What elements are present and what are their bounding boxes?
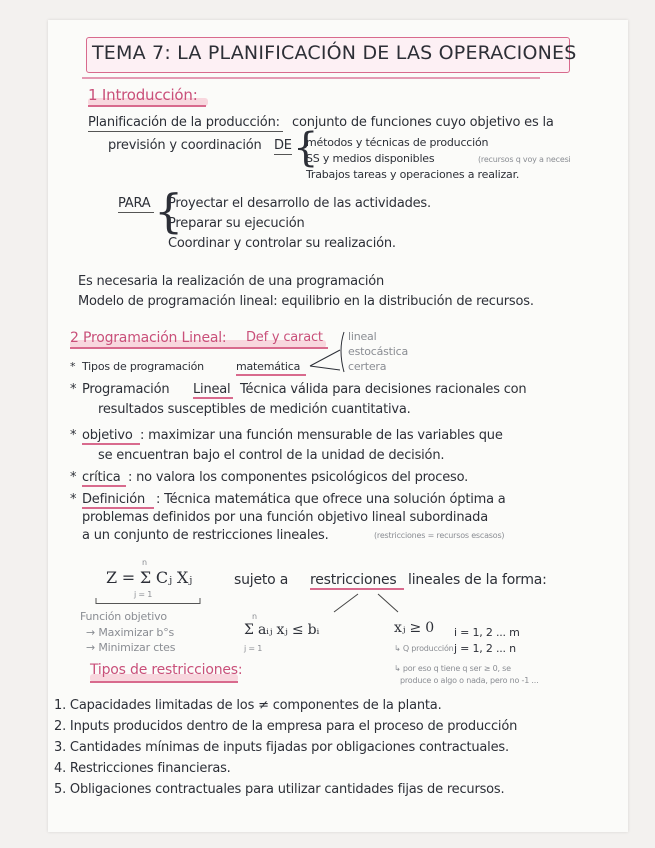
b4-term: Definición [82, 492, 146, 507]
z-brace-ticks [96, 598, 200, 604]
b1-text: Técnica válida para decisiones racionales con [240, 382, 527, 397]
b1-cont: resultados susceptibles de medición cuantitativa. [98, 402, 411, 417]
paragraph: Es necesaria la realización de una programación [78, 274, 385, 289]
fo-maximize: → Maximizar b°s [86, 626, 175, 639]
fo-minimize: → Minimizar ctes [86, 641, 176, 654]
b1-word: Lineal [193, 382, 231, 397]
type-lineal: lineal [348, 330, 377, 343]
types-arrow [310, 350, 340, 370]
subject-rest: lineales de la forma: [408, 572, 547, 588]
restriction-item: 2. Inputs producidos dentro de la empresa para el proceso de producción [54, 719, 518, 734]
page-title: TEMA 7: LA PLANIFICACIÓN DE LAS OPERACIONES [92, 42, 577, 64]
restriction-item: 4. Restricciones financieras. [54, 761, 231, 776]
b4-cont2: a un conjunto de restricciones lineales. [82, 528, 329, 543]
para-label: PARA [118, 196, 151, 211]
z-formula: Z = Σ Cⱼ Xⱼ [106, 568, 193, 587]
restriction-arrow-left [334, 594, 358, 612]
brace: { [293, 125, 319, 171]
j-range: j = 1, 2 ... n [454, 642, 516, 655]
def-cont: previsión y coordinación [108, 138, 262, 153]
brace: { [154, 184, 184, 238]
b1-term: Programación [82, 382, 170, 397]
de-label: DE [274, 138, 292, 153]
de-note: (recursos q voy a necesi [478, 155, 571, 164]
b4-cont1: problemas definidos por una función objetivo lineal subordinada [82, 510, 488, 525]
def-text: conjunto de funciones cuyo objetivo es la [292, 115, 554, 130]
b4-text: : Técnica matemática que ofrece una solución óptima a [156, 492, 506, 507]
b4-note: (restricciones = recursos escasos) [374, 531, 505, 540]
def-term: Planificación de la producción: [88, 115, 280, 130]
fo-label: Función objetivo [80, 610, 167, 623]
restriction-arrow-right [378, 594, 398, 612]
de-item: SS y medios disponibles [306, 152, 435, 165]
subject-to: sujeto a [234, 572, 289, 588]
section-1-heading: 1 Introducción: [88, 86, 198, 104]
types-label: Tipos de programación [82, 360, 204, 373]
bullet-star: * [70, 428, 77, 443]
c-j: j = 1 [244, 644, 263, 653]
c-n: n [252, 612, 257, 621]
note-production: ↳ Q producción [394, 644, 454, 653]
restriction-item: 5. Obligaciones contractuales para utilizar cantidades fijas de recursos. [54, 782, 505, 797]
restricciones-word: restricciones [310, 572, 397, 588]
notebook-page [48, 20, 628, 832]
annotation-strokes [48, 20, 628, 832]
restriction-item: 1. Capacidades limitadas de los ≠ componentes de la planta. [54, 698, 442, 713]
bullet-star: * [70, 492, 77, 507]
nonneg: xⱼ ≥ 0 [394, 620, 434, 636]
b2-cont: se encuentran bajo el control de la unidad de decisión. [98, 448, 445, 463]
b2-term: objetivo [82, 428, 133, 443]
constraint: Σ aᵢⱼ xⱼ ≤ bᵢ [244, 622, 320, 638]
type-certera: certera [348, 360, 387, 373]
types-word: matemática [236, 360, 301, 373]
bullet-star: * [70, 360, 76, 373]
z-n: n [142, 558, 147, 567]
restriction-item: 3. Cantidades mínimas de inputs fijadas por obligaciones contractuales. [54, 740, 509, 755]
section-3-heading: Tipos de restricciones: [90, 662, 243, 678]
b3-term: crítica [82, 470, 121, 485]
para-item: Preparar su ejecución [168, 216, 305, 231]
note-nonneg: ↳ por eso q tiene q ser ≥ 0, se [394, 664, 511, 673]
i-range: i = 1, 2 ... m [454, 626, 520, 639]
types-brace [341, 332, 344, 372]
de-item: Trabajos tareas y operaciones a realizar. [306, 168, 520, 181]
para-item: Coordinar y controlar su realización. [168, 236, 396, 251]
paragraph: Modelo de programación lineal: equilibrio en la distribución de recursos. [78, 294, 534, 309]
def-caract: Def y caract [246, 330, 323, 345]
bullet-star: * [70, 470, 77, 485]
bullet-star: * [70, 382, 77, 397]
para-item: Proyectar el desarrollo de las actividades. [168, 196, 431, 211]
b2-text: : maximizar una función mensurable de las variables que [140, 428, 503, 443]
b3-text: : no valora los componentes psicológicos del proceso. [128, 470, 469, 485]
section-2-heading: 2 Programación Lineal: [70, 330, 227, 346]
de-item: métodos y técnicas de producción [306, 136, 489, 149]
type-estocastica: estocástica [348, 345, 409, 358]
note-nonneg-cont: produce o algo o nada, pero no -1 ... [400, 676, 539, 685]
z-j: j = 1 [134, 590, 153, 599]
